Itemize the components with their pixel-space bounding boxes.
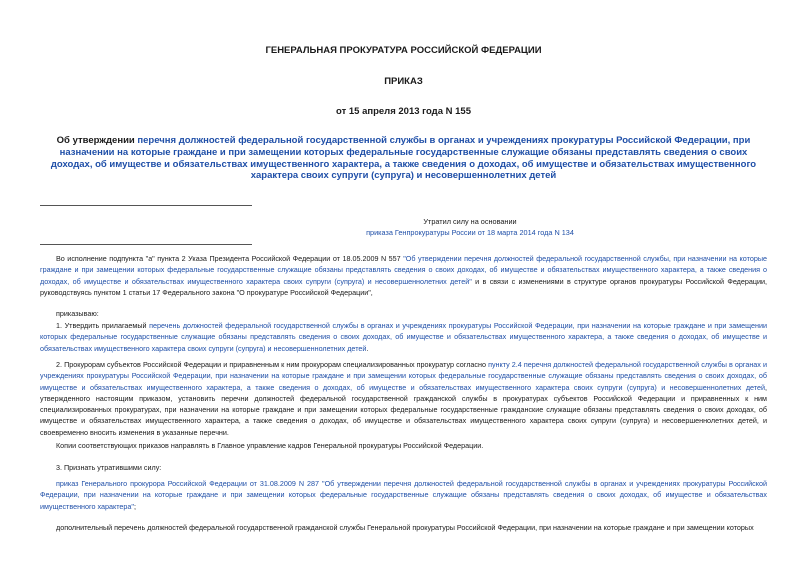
item-1-text: 1. Утвердить прилагаемый [56,321,150,330]
status-note [260,216,680,238]
paragraph-copies: Копии соответствующих приказов направлять в Главное управление кадров Генеральной прокуратуры Российской Федерации. [56,441,484,450]
item-2-text-end: , утвержденного настоящим приказом, установить перечни должностей федеральной государственной гражданской службы в прокуратурах субъектов Российской Федерации и приравненных к ним специализированных прокуратурах, при назначении на которые граждане и при замещении которых федеральные государственные гражданские служащие обязаны представлять сведения о своих доходах, об имуществе и обязательствах имущественного характера, а также сведения о доходах, об имуществе и обязательствах имущественного характера своих супруги (супруга) и несовершеннолетних детей, и своевременно вносить изменения в указанные перечни. [40,382,767,437]
paragraph-item-3: 3. Признать утратившими силу: [56,463,162,472]
preamble-text-end: и в связи с изменениями в структуре органов прокуратуры Российской Федерации, руководствуясь пунктом 1 статьи 17 Федерального закона "О прокуратуре Российской Федерации", [40,276,767,297]
paragraph-item-2 [40,359,767,438]
title-link[interactable]: перечня должностей федеральной государственной службы в органах и учреждениях прокуратуры Российской Федерации, при назначении на которые граждане и при замещении которых федеральные государственные служащие обязаны представлять сведения о своих доходах, об имуществе и обязательствах имущественного характера, а также сведения о доходах, об имуществе и обязательствах имущественного характера своих супруги (супруга) и несовершеннолетних детей [50,135,757,182]
document-type-heading: ПРИКАЗ [384,76,423,87]
paragraph-preamble [40,253,767,298]
paragraph-item-1 [40,320,767,354]
divider-bottom [40,244,252,245]
order-287-link[interactable]: приказ Генерального прокурора Российской Федерации от 31.08.2009 N 287 "Об утверждении перечня должностей федеральной государственной службы в органах и учреждениях прокуратуры Российской Федерации, при назначении на которые граждане и при замещении которых федеральные государственные служащие обязаны представлять сведения о своих доходах, об имуществе и обязательствах имущественного характера" [40,479,767,511]
status-note-link[interactable]: приказа Генпрокуратуры России от 18 марта 2014 года N 134 [366,228,574,237]
status-note-text: Утратил силу на основании [423,217,517,226]
paragraph-repealed-order [40,478,767,512]
organization-heading: ГЕНЕРАЛЬНАЯ ПРОКУРАТУРА РОССИЙСКОЙ ФЕДЕРАЦИИ [265,45,542,56]
title-prefix: Об утверждении [56,135,138,146]
document-title [40,135,767,182]
divider-top [40,205,252,206]
document-date-number: от 15 апреля 2013 года N 155 [336,106,471,117]
paragraph-order: приказываю: [56,309,99,318]
item-2-4-link[interactable]: пункту 2.4 перечня должностей федеральной государственной службы в органах и учреждениях прокуратуры Российской Федерации, при назначении на которые граждане и при замещении которых федеральные государственные служащие обязаны представлять сведения о своих доходах, об имуществе и обязательствах имущественного характера, а также сведения о доходах, об имуществе и обязательствах имущественного характера своих супруги (супруга) и несовершеннолетних детей [40,360,767,392]
preamble-text: Во исполнение подпункта "а" пункта 2 Указа Президента Российской Федерации от 18.05.2009 N 557 [56,254,404,263]
positions-list-link[interactable]: перечень должностей федеральной государственной службы в органах и учреждениях прокуратуры Российской Федерации, при назначении на которые граждане и при замещении которых федеральные государственные служащие обязаны представлять сведения о своих доходах, об имуществе и обязательствах имущественного характера, а также сведения о доходах, об имуществе и обязательствах имущественного характера своих супруги (супруга) и несовершеннолетних детей [40,321,767,353]
decree-557-link[interactable]: "Об утверждении перечня должностей федеральной государственной службы, при назначении на которые граждане и при замещении которых федеральные государственные служащие обязаны представлять сведения о своих доходах, об имуществе и обязательствах имущественного характера, а также сведения о доходах, об имуществе и обязательствах имущественного характера своих супруги (супруга) и несовершеннолетних детей" [40,254,767,286]
paragraph-additional-list: дополнительный перечень должностей федеральной государственной гражданской службы Генеральной прокуратуры Российской Федерации, при назначении на которые граждане и при замещении которых [56,523,754,532]
repealed-order-end: ; [133,501,136,511]
item-1-end: . [366,343,369,353]
item-2-text: 2. Прокурорам субъектов Российской Федерации и приравненным к ним прокурорам специализированных прокуратур согласно [56,360,489,369]
